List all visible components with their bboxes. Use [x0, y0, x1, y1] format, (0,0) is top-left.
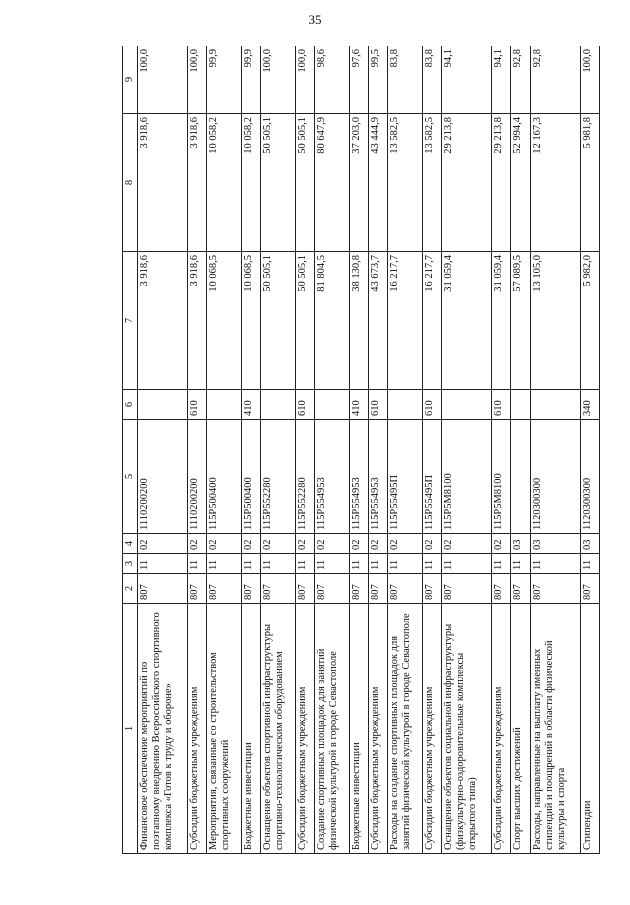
code-6-cell: 610 [492, 390, 511, 420]
table-row [349, 46, 368, 854]
code-2-cell: 807 [388, 574, 423, 604]
value-8-cell: 3 918,6 [188, 114, 207, 252]
percent-9-cell: 92,8 [511, 46, 530, 114]
percent-9-cell: 92,8 [530, 46, 580, 114]
code-3-cell: 11 [261, 554, 296, 574]
code-2-cell: 807 [492, 574, 511, 604]
code-6-cell [388, 390, 423, 420]
code-4-cell: 02 [315, 534, 350, 554]
value-7-cell: 81 804,5 [315, 252, 350, 390]
code-6-cell [315, 390, 350, 420]
row-name-cell: Расходы, направленные на выплату именных стипендий и поощрений в области физической культуры и спорта [530, 604, 580, 854]
code-4-cell: 02 [261, 534, 296, 554]
code-6-cell [511, 390, 530, 420]
code-2-cell: 807 [442, 574, 492, 604]
code-5-cell: 115P552280 [261, 420, 296, 534]
rotated-table [122, 46, 600, 854]
value-7-cell: 3 918,6 [138, 252, 188, 390]
code-5-cell: 115P500400 [241, 420, 260, 534]
code-4-cell: 02 [492, 534, 511, 554]
percent-9-cell: 99,9 [207, 46, 242, 114]
row-name-cell: Мероприятия, связанные со строительством спортивных сооружений [207, 604, 242, 854]
table-row [188, 46, 207, 854]
code-3-cell: 11 [492, 554, 511, 574]
code-4-cell: 02 [388, 534, 423, 554]
row-name-cell: Спорт высших достижений [511, 604, 530, 854]
table-row [295, 46, 314, 854]
table-body [138, 46, 600, 854]
budget-table-container [122, 46, 600, 854]
table-row [530, 46, 580, 854]
value-7-cell: 31 059,4 [492, 252, 511, 390]
code-4-cell: 02 [207, 534, 242, 554]
table-row [511, 46, 530, 854]
table-row [261, 46, 296, 854]
row-name-cell: Финансовое обеспечение мероприятий по поэтапному внедрению Всероссийского спортивного комплекса «Готов к труду и обороне» [138, 604, 188, 854]
value-8-cell: 37 203,0 [349, 114, 368, 252]
value-8-cell: 10 058,2 [207, 114, 242, 252]
code-6-cell: 610 [368, 390, 387, 420]
value-8-cell: 50 505,1 [295, 114, 314, 252]
col-header: 4 [123, 534, 138, 554]
code-5-cell [511, 420, 530, 534]
code-3-cell: 11 [315, 554, 350, 574]
value-7-cell: 5 982,0 [580, 252, 599, 390]
code-2-cell: 807 [368, 574, 387, 604]
value-7-cell: 3 918,6 [188, 252, 207, 390]
table-row [580, 46, 599, 854]
code-5-cell: 115P552280 [295, 420, 314, 534]
code-5-cell: 115P500400 [207, 420, 242, 534]
code-5-cell: 115P5M8100 [442, 420, 492, 534]
value-8-cell: 50 505,1 [261, 114, 296, 252]
code-6-cell: 610 [188, 390, 207, 420]
value-7-cell: 57 089,5 [511, 252, 530, 390]
code-3-cell: 11 [422, 554, 441, 574]
value-7-cell: 50 505,1 [295, 252, 314, 390]
row-name-cell: Субсидии бюджетным учреждениям [422, 604, 441, 854]
table-row [368, 46, 387, 854]
code-3-cell: 11 [511, 554, 530, 574]
value-8-cell: 13 582,5 [422, 114, 441, 252]
code-3-cell: 11 [368, 554, 387, 574]
code-2-cell: 807 [580, 574, 599, 604]
page-number: 35 [308, 12, 322, 27]
code-3-cell: 11 [207, 554, 242, 574]
code-5-cell: 115P554953 [349, 420, 368, 534]
value-7-cell: 31 059,4 [442, 252, 492, 390]
value-7-cell: 43 673,7 [368, 252, 387, 390]
percent-9-cell: 83,8 [422, 46, 441, 114]
code-2-cell: 807 [295, 574, 314, 604]
percent-9-cell: 100,0 [580, 46, 599, 114]
code-6-cell: 610 [422, 390, 441, 420]
row-name-cell: Субсидии бюджетным учреждениям [368, 604, 387, 854]
code-6-cell [530, 390, 580, 420]
percent-9-cell: 100,0 [188, 46, 207, 114]
code-2-cell: 807 [261, 574, 296, 604]
code-4-cell: 03 [511, 534, 530, 554]
value-7-cell: 16 217,7 [388, 252, 423, 390]
code-6-cell [442, 390, 492, 420]
row-name-cell: Субсидии бюджетным учреждениям [188, 604, 207, 854]
code-4-cell: 02 [422, 534, 441, 554]
value-7-cell: 38 130,8 [349, 252, 368, 390]
code-5-cell: 1120300300 [530, 420, 580, 534]
row-name-cell: Оснащение объектов спортивной инфраструктуры спортивно-технологическим оборудованием [261, 604, 296, 854]
code-2-cell: 807 [511, 574, 530, 604]
table-row [492, 46, 511, 854]
code-6-cell [207, 390, 242, 420]
col-header: 7 [123, 252, 138, 390]
row-name-cell: Стипендии [580, 604, 599, 854]
col-header: 3 [123, 554, 138, 574]
value-8-cell: 3 918,6 [138, 114, 188, 252]
percent-9-cell: 100,0 [138, 46, 188, 114]
value-8-cell: 13 582,5 [388, 114, 423, 252]
percent-9-cell: 99,9 [241, 46, 260, 114]
code-6-cell: 410 [349, 390, 368, 420]
value-8-cell: 43 444,9 [368, 114, 387, 252]
code-2-cell: 807 [138, 574, 188, 604]
code-5-cell: 115P554953 [368, 420, 387, 534]
code-2-cell: 807 [349, 574, 368, 604]
code-3-cell: 11 [442, 554, 492, 574]
percent-9-cell: 99,5 [368, 46, 387, 114]
row-name-cell: Субсидии бюджетным учреждениям [295, 604, 314, 854]
percent-9-cell: 100,0 [261, 46, 296, 114]
code-5-cell: 1110200200 [138, 420, 188, 534]
col-header: 1 [123, 604, 138, 854]
code-4-cell: 03 [580, 534, 599, 554]
code-5-cell: 115P55495П [388, 420, 423, 534]
code-3-cell: 11 [241, 554, 260, 574]
col-header: 9 [123, 46, 138, 114]
percent-9-cell: 83,8 [388, 46, 423, 114]
value-7-cell: 50 505,1 [261, 252, 296, 390]
percent-9-cell: 98,6 [315, 46, 350, 114]
value-8-cell: 5 981,8 [580, 114, 599, 252]
code-3-cell: 11 [388, 554, 423, 574]
value-8-cell: 52 994,4 [511, 114, 530, 252]
code-6-cell: 340 [580, 390, 599, 420]
code-5-cell: 1120300300 [580, 420, 599, 534]
code-2-cell: 807 [422, 574, 441, 604]
code-4-cell: 02 [349, 534, 368, 554]
code-3-cell: 11 [138, 554, 188, 574]
code-5-cell: 115P5M8100 [492, 420, 511, 534]
value-8-cell: 80 647,9 [315, 114, 350, 252]
code-5-cell: 115P554953 [315, 420, 350, 534]
value-7-cell: 13 105,0 [530, 252, 580, 390]
code-6-cell [138, 390, 188, 420]
table-row [422, 46, 441, 854]
code-2-cell: 807 [207, 574, 242, 604]
table-row [315, 46, 350, 854]
code-5-cell: 1110200200 [188, 420, 207, 534]
row-name-cell: Субсидии бюджетным учреждениям [492, 604, 511, 854]
code-2-cell: 807 [241, 574, 260, 604]
budget-table [122, 46, 600, 854]
code-2-cell: 807 [530, 574, 580, 604]
value-7-cell: 10 068,5 [207, 252, 242, 390]
code-4-cell: 02 [442, 534, 492, 554]
value-8-cell: 12 167,3 [530, 114, 580, 252]
row-name-cell: Расходы на создание спортивных площадок для занятий физической культурой в городе Севастополе [388, 604, 423, 854]
percent-9-cell: 94,1 [442, 46, 492, 114]
code-3-cell: 11 [295, 554, 314, 574]
value-8-cell: 10 058,2 [241, 114, 260, 252]
row-name-cell: Оснащение объектов социальной инфраструктуры (физкультурно-оздоровительные комплексы открытого типа) [442, 604, 492, 854]
code-3-cell: 11 [580, 554, 599, 574]
code-4-cell: 02 [368, 534, 387, 554]
percent-9-cell: 94,1 [492, 46, 511, 114]
table-header-row [123, 46, 138, 854]
col-header: 2 [123, 574, 138, 604]
row-name-cell: Бюджетные инвестиции [349, 604, 368, 854]
code-2-cell: 807 [315, 574, 350, 604]
row-name-cell: Бюджетные инвестиции [241, 604, 260, 854]
code-2-cell: 807 [188, 574, 207, 604]
code-5-cell: 115P55495П [422, 420, 441, 534]
value-8-cell: 29 213,8 [492, 114, 511, 252]
code-4-cell: 02 [241, 534, 260, 554]
table-row [442, 46, 492, 854]
code-4-cell: 02 [138, 534, 188, 554]
col-header: 5 [123, 420, 138, 534]
code-4-cell: 03 [530, 534, 580, 554]
table-row [388, 46, 423, 854]
table-row [241, 46, 260, 854]
value-7-cell: 10 068,5 [241, 252, 260, 390]
row-name-cell: Создание спортивных площадок для занятий физической культурой в городе Севастополе [315, 604, 350, 854]
col-header: 6 [123, 390, 138, 420]
code-4-cell: 02 [188, 534, 207, 554]
value-8-cell: 29 213,8 [442, 114, 492, 252]
code-6-cell: 610 [295, 390, 314, 420]
code-3-cell: 11 [188, 554, 207, 574]
percent-9-cell: 100,0 [295, 46, 314, 114]
col-header: 8 [123, 114, 138, 252]
table-row [138, 46, 188, 854]
code-3-cell: 11 [349, 554, 368, 574]
code-6-cell [261, 390, 296, 420]
code-3-cell: 11 [530, 554, 580, 574]
percent-9-cell: 97,6 [349, 46, 368, 114]
table-row [207, 46, 242, 854]
value-7-cell: 16 217,7 [422, 252, 441, 390]
code-4-cell: 02 [295, 534, 314, 554]
code-6-cell: 410 [241, 390, 260, 420]
